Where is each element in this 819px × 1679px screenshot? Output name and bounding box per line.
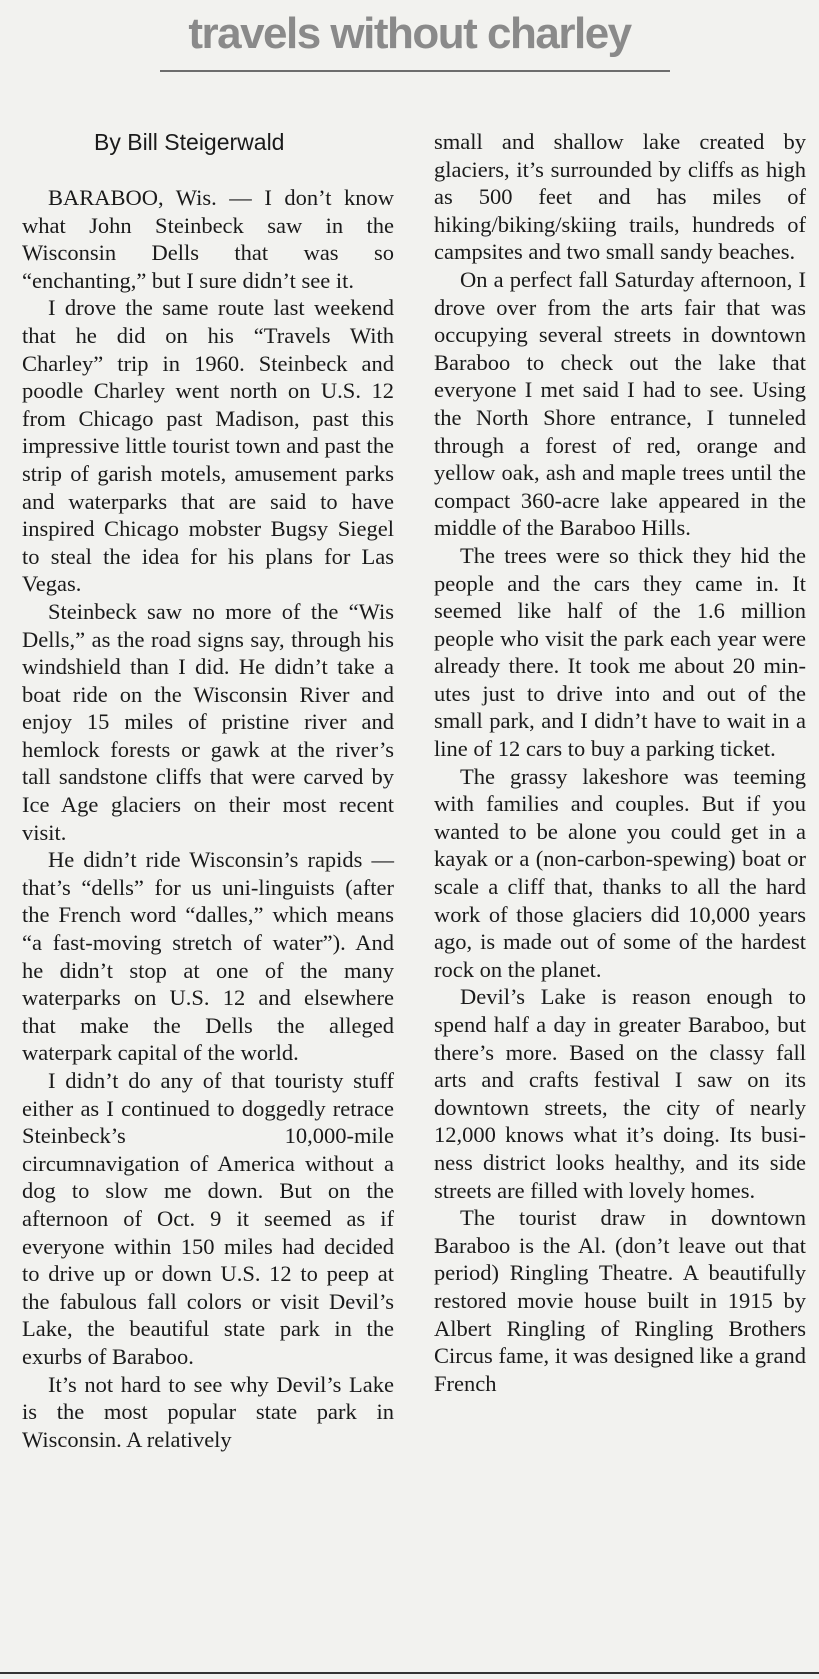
paragraph: small and shallow lake created by glaciers, it’s surrounded by cliffs as high as 500 feet and has miles of hiking/biking/skiing trails, hundreds of campsites and two small sandy beaches. <box>434 129 806 265</box>
paragraph: I didn’t do any of that touristy stuff either as I continued to doggedly retrace Steinbeck’s 10,000-mile circumnavigation of America without a dog to slow me down. But on the afternoon of Oct. 9 it seemed as if everyone within 150 miles had decided to drive up or down U.S. 12 to peep at the fabulous fall colors or visit Devil’s Lake, the beautiful state park in the exurbs of Baraboo. <box>22 1068 394 1369</box>
paragraph: On a perfect fall Saturday afternoon, I drove over from the arts fair that was occupying several streets in downtown Baraboo to check out the lake that everyone I met said I had to see. Using the North Shore entrance, I tunneled through a forest of red, orange and yellow oak, ash and maple trees until the compact 360-acre lake appeared in the middle of the Baraboo Hills. <box>434 266 806 541</box>
paragraph: He didn’t ride Wisconsin’s rapids — that’s “dells” for us uni-linguists (after the French word “dalles,” which means “a fast-moving stretch of water”). And he didn’t stop at one of the many waterparks on U.S. 12 and elsewhere that make the Dells the alleged waterpark capital of the world. <box>22 847 394 1066</box>
paragraph: The tourist draw in downtown Baraboo is the Al. (don’t leave out that period) Ringling Theatre. A beautifully restored movie house built in 1915 by Albert Ringling of Ringling Brothers Circus fame, it was designed like a grand French <box>434 1205 806 1396</box>
paragraph: Steinbeck saw no more of the “Wis Dells,” as the road signs say, through his windshield than I did. He didn’t take a boat ride on the Wisconsin River and enjoy 15 miles of pristine river and hemlock forests or gawk at the river’s tall sandstone cliffs that were carved by Ice Age glaciers on their most recent visit. <box>22 598 394 845</box>
article-column-left <box>22 128 394 1453</box>
paragraph: Devil’s Lake is reason enough to spend half a day in greater Baraboo, but there’s more. Based on the classy fall arts and crafts festival I saw on its downtown streets, the city of nearly 12,000 knows what it’s doing. Its business district looks healthy, and its side streets are filled with lovely homes. <box>434 984 806 1203</box>
paragraph: The trees were so thick they hid the people and the cars they came in. It seemed like half of the 1.6 million people who visit the park each year were already there. It took me about 20 minutes just to drive into and out of the small park, and I didn’t have to wait in a line of 12 cars to buy a parking ticket. <box>434 542 806 762</box>
article-column-right <box>434 128 806 1397</box>
paragraph: The grassy lakeshore was teeming with families and couples. But if you wanted to be alone you could get in a kayak or a (non-carbon-spewing) boat or scale a cliff that, thanks to all the hard work of those glaciers did 10,000 years ago, is made out of some of the hardest rock on the planet. <box>434 763 806 982</box>
byline: By Bill Steigerwald <box>94 129 285 155</box>
headline-rule <box>160 70 670 72</box>
paragraph: BARABOO, Wis. — I don’t know what John Steinbeck saw in the Wisconsin Dells that was so “enchanting,” but I sure didn’t see it. <box>22 185 394 293</box>
bottom-rule <box>0 1672 819 1674</box>
headline: travels without charley <box>188 9 631 58</box>
paragraph: I drove the same route last weekend that he did on his “Travels With Charley” trip in 1960. Steinbeck and poodle Charley went north on U.S. 12 from Chicago past Madison, past this impressive little tourist town and past the strip of garish motels, amusement parks and waterparks that are said to have inspired Chicago mobster Bugsy Siegel to steal the idea for his plans for Las Vegas. <box>22 295 394 597</box>
paragraph: It’s not hard to see why Devil’s Lake is the most popular state park in Wisconsin. A relatively <box>22 1371 394 1452</box>
